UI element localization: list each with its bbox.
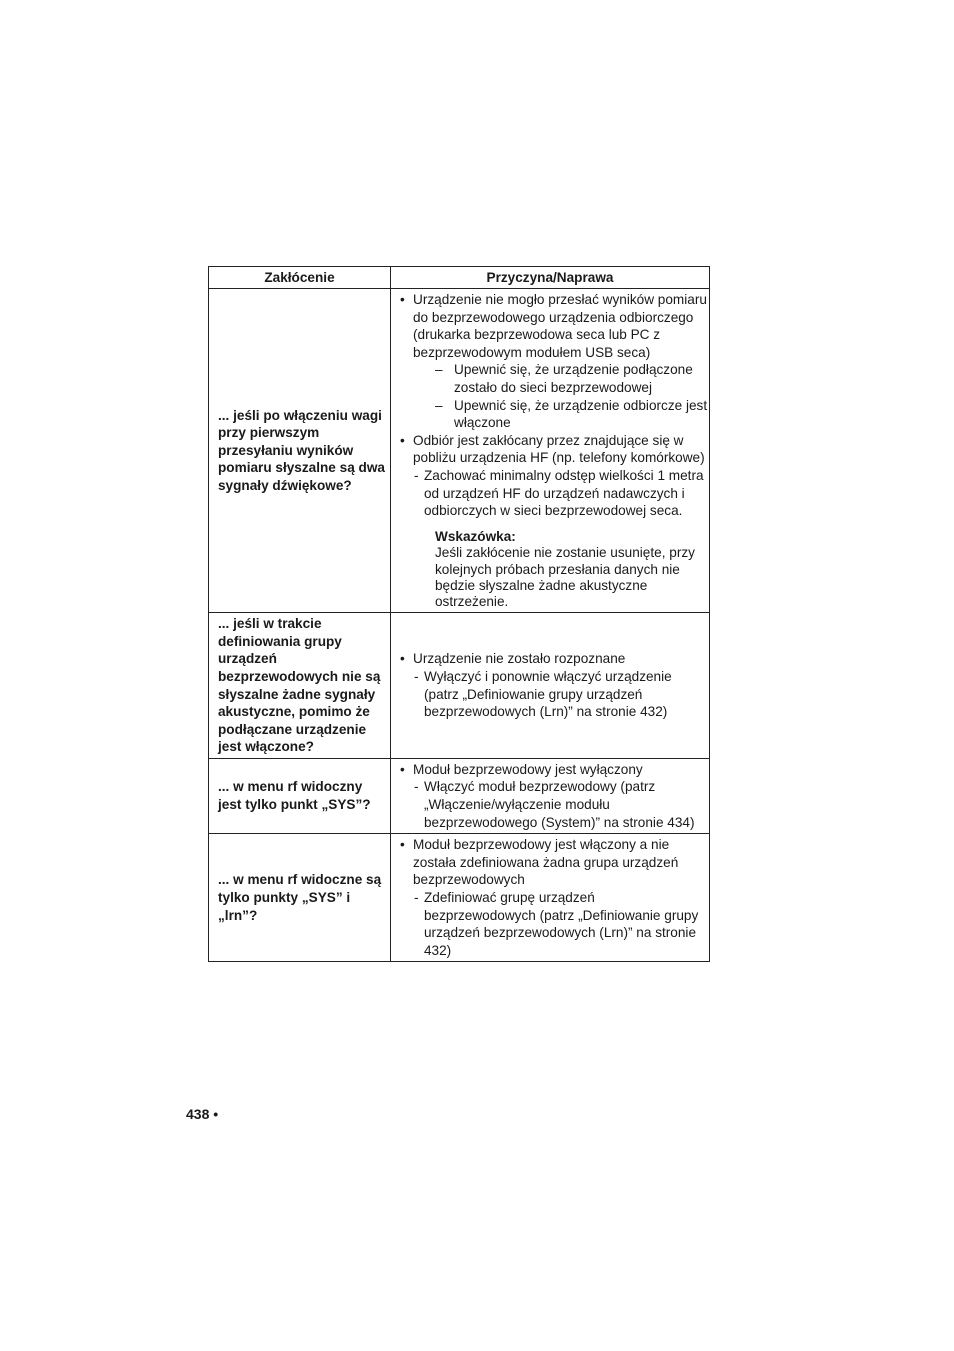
remedy-step: - Zachować minimalny odstęp wielkości 1 metra od urządzeń HF do urządzeń nadawczych i odbiorczych w sieci bezprzewodowej seca. <box>400 467 709 520</box>
remedy-step: – Upewnić się, że urządzenie odbiorcze jest włączone <box>400 397 709 432</box>
remedy-cell <box>391 758 710 833</box>
fault-cell: ... w menu rf widoczny jest tylko punkt „SYS”? <box>209 758 391 833</box>
column-header-fault: Zakłócenie <box>209 267 391 289</box>
fault-cell: ... jeśli w trakcie definiowania grupy urządzeń bezprzewodowych nie są słyszalne żadne sygnały akustyczne, pomimo że podłączane urządzenie jest włączone? <box>209 613 391 759</box>
remedy-cell <box>391 613 710 759</box>
table-row <box>209 289 710 613</box>
cause-bullet: • Moduł bezprzewodowy jest wyłączony <box>400 761 709 779</box>
remedy-cell <box>391 834 710 962</box>
remedy-step: - Zdefiniować grupę urządzeń bezprzewodowych (patrz „Definiowanie grupy urządzeń bezprzewodowych (Lrn)” na stronie 432) <box>400 889 709 959</box>
cause-bullet: • Moduł bezprzewodowy jest włączony a nie została zdefiniowana żadna grupa urządzeń bezprzewodowych <box>400 836 709 889</box>
troubleshooting-table <box>208 266 710 962</box>
fault-cell: ... jeśli po włączeniu wagi przy pierwszym przesyłaniu wyników pomiaru słyszalne są dwa sygnały dźwiękowe? <box>209 289 391 613</box>
remedy-step: – Upewnić się, że urządzenie podłączone zostało do sieci bezprzewodowej <box>400 361 709 396</box>
hint-note <box>400 528 709 610</box>
table-row <box>209 758 710 833</box>
remedy-step: - Wyłączyć i ponownie włączyć urządzenie (patrz „Definiowanie grupy urządzeń bezprzewodowych (Lrn)” na stronie 432) <box>400 668 709 721</box>
hint-title: Wskazówka: <box>435 528 516 544</box>
column-header-cause-remedy: Przyczyna/Naprawa <box>391 267 710 289</box>
table-row <box>209 834 710 962</box>
remedy-cell <box>391 289 710 613</box>
cause-bullet: • Urządzenie nie zostało rozpoznane <box>400 650 709 668</box>
cause-bullet: • Odbiór jest zakłócany przez znajdujące się w pobliżu urządzenia HF (np. telefony komórkowe) <box>400 432 709 467</box>
hint-text: Jeśli zakłócenie nie zostanie usunięte, przy kolejnych próbach przesłania danych nie będzie słyszalne żadne akustyczne ostrzeżenie. <box>435 545 695 609</box>
cause-bullet: • Urządzenie nie mogło przesłać wyników pomiaru do bezprzewodowego urządzenia odbiorczego (drukarka bezprzewodowa seca lub PC z bezprzewodowym modułem USB seca) <box>400 291 709 361</box>
table-row <box>209 613 710 759</box>
page-number: 438 • <box>186 1106 219 1122</box>
fault-cell: ... w menu rf widoczne są tylko punkty „SYS” i „lrn”? <box>209 834 391 962</box>
remedy-step: - Włączyć moduł bezprzewodowy (patrz „Włączenie/wyłączenie modułu bezprzewodowego (System)” na stronie 434) <box>400 778 709 831</box>
table-header-row <box>209 267 710 289</box>
